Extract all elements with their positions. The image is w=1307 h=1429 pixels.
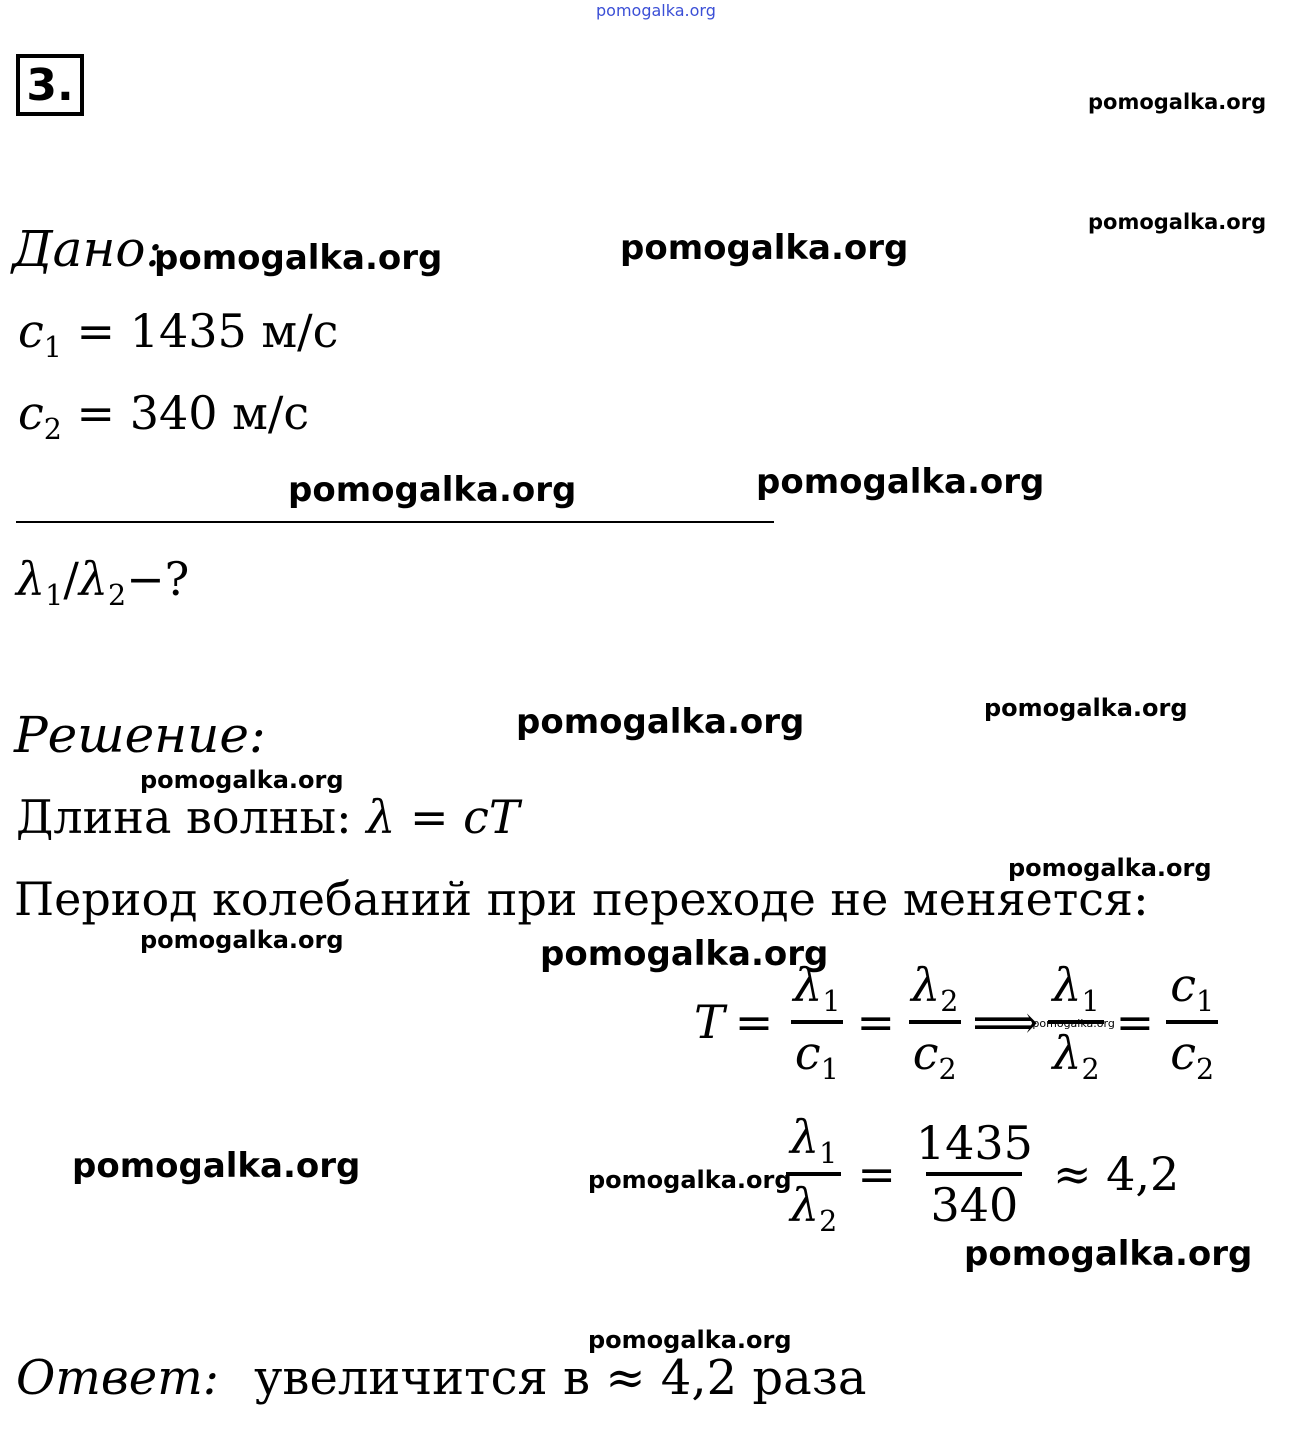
watermark: pomogalka.org	[140, 766, 344, 794]
watermark: pomogalka.org	[588, 1166, 792, 1194]
watermark: pomogalka.org	[620, 228, 909, 268]
watermark: pomogalka.org	[1088, 210, 1267, 234]
watermark: pomogalka.org	[540, 934, 829, 974]
fraction-lambda1-lambda2: $\frac{\lambda_1}{\lambda_2}$	[1048, 958, 1103, 1086]
watermark: pomogalka.org	[964, 1234, 1253, 1274]
watermark: pomogalka.org	[72, 1146, 361, 1186]
watermark-top: pomogalka.org	[596, 1, 716, 20]
fraction-c1-c2: $\frac{c_1}{c_2}$	[1166, 958, 1218, 1086]
implies-arrow: ⟹	[972, 994, 1039, 1049]
equation-result: $\frac{\lambda_1}{\lambda_2}$ = $\frac{1435}{340}$ ≈ 4,2	[780, 1110, 1179, 1238]
watermark: pomogalka.org	[984, 694, 1188, 722]
answer-label: Ответ:	[16, 1350, 219, 1406]
watermark: pomogalka.org	[154, 238, 443, 278]
divider-line	[16, 521, 774, 523]
equation-period: T = $\frac{\lambda_1}{c_1}$ = $\frac{\lambda_2}{c_2}$ ⟹ pomogalka.org $\frac{\lambda_1}{\lambda_2}$ = $\frac{c_1}{c_2}$	[694, 958, 1224, 1086]
watermark: pomogalka.org	[588, 1326, 792, 1354]
problem-number: 3.	[16, 54, 84, 116]
watermark: pomogalka.org	[1008, 854, 1212, 882]
watermark: pomogalka.org	[1088, 90, 1267, 114]
answer-line	[16, 1350, 867, 1406]
watermark: pomogalka.org	[756, 462, 1045, 502]
wavelength-line: Длина волны: λ = cT	[16, 790, 520, 844]
watermark: pomogalka.org	[1032, 1016, 1115, 1030]
watermark: pomogalka.org	[288, 470, 577, 510]
given-c1: $c_1 = 1435$ м/с	[18, 304, 339, 364]
solution-heading: Решение:	[14, 706, 266, 764]
period-text: Период колебаний при переходе не меняется:	[14, 872, 1149, 926]
given-heading: Дано:	[12, 220, 163, 278]
fraction-numbers: $\frac{1435}{340}$	[915, 1115, 1033, 1232]
answer-text: увеличится в ≈ 4,2 раза	[254, 1350, 867, 1406]
watermark: pomogalka.org	[140, 926, 344, 954]
fraction-lambda2-c2: $\frac{\lambda_2}{c_2}$	[907, 958, 962, 1086]
fraction-lambda1-c1: $\frac{\lambda_1}{c_1}$	[789, 958, 844, 1086]
find-ratio: $\lambda_1/\lambda_2-$?	[16, 552, 190, 612]
watermark: pomogalka.org	[516, 702, 805, 742]
fraction-ratio: $\frac{\lambda_1}{\lambda_2}$	[786, 1110, 841, 1238]
given-c2: $c_2 = 340$ м/с	[18, 386, 310, 446]
